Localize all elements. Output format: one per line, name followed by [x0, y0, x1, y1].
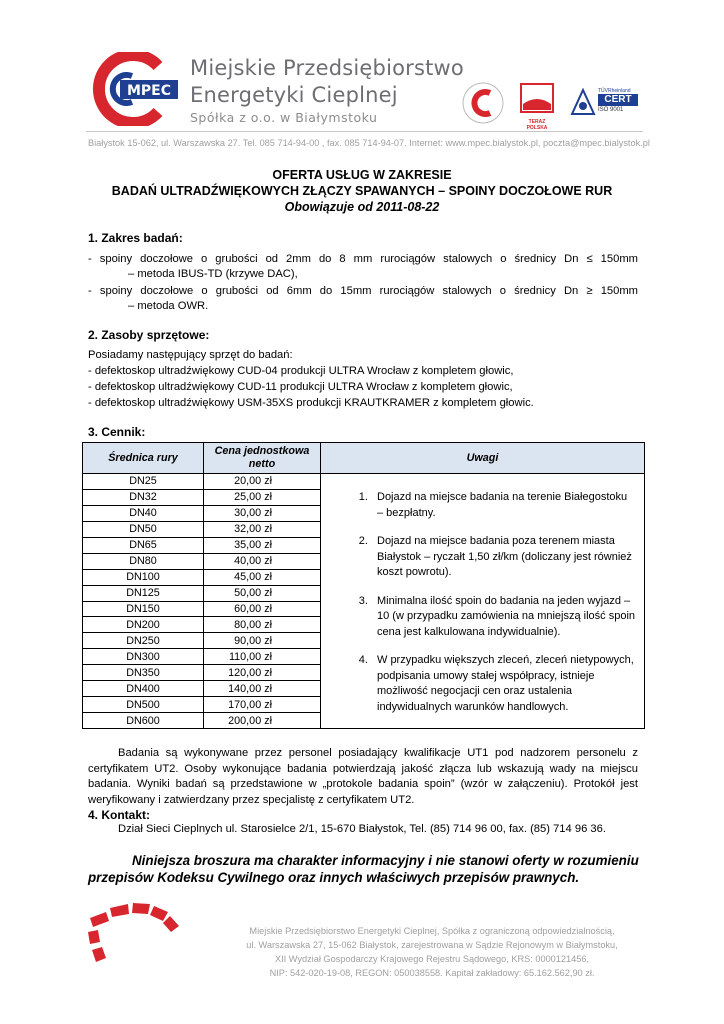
notes-cell [321, 474, 645, 729]
diameter-cell: DN25 [83, 474, 204, 490]
note-item: 2. Dojazd na miejsce badania poza terenem miasta Białystok – ryczałt 1,50 zł/km (doliczany jest również koszt powrotu). [371, 534, 636, 581]
diameter-cell: DN50 [83, 521, 204, 537]
section4-heading: 4. Kontakt: [88, 808, 151, 822]
table-row [83, 474, 645, 490]
section2-heading: 2. Zasoby sprzętowe: [88, 328, 210, 342]
price-cell: 200,00 zł [204, 713, 321, 729]
section1-item2-line2: – metoda OWR. [128, 300, 209, 312]
note-item: 1. Dojazd na miejsce badania na terenie Białegostoku – bezpłatny. [371, 490, 636, 521]
section3-heading: 3. Cennik: [88, 425, 146, 439]
col-notes-header: Uwagi [321, 443, 645, 474]
notes-list [349, 490, 636, 715]
diameter-cell: DN350 [83, 665, 204, 681]
header-divider [86, 131, 643, 132]
price-cell: 50,00 zł [204, 585, 321, 601]
price-cell: 35,00 zł [204, 537, 321, 553]
footer-logo [86, 896, 182, 976]
contact-info: Dział Sieci Cieplnych ul. Starosielce 2/1, 15-670 Białystok, Tel. (85) 714 96 00, fax. (85) 714 96 36. [118, 823, 606, 835]
price-cell: 45,00 zł [204, 569, 321, 585]
note-item: 3. Minimalna ilość spoin do badania na jeden wyjazd – 10 (w przypadku zamówienia na mniejszą ilość spoin cena jest kalkulowana indywidualnie). [371, 594, 636, 641]
diameter-cell: DN32 [83, 489, 204, 505]
offer-title: OFERTA USŁUG W ZAKRESIE [272, 168, 452, 182]
price-cell: 40,00 zł [204, 553, 321, 569]
diameter-cell: DN40 [83, 505, 204, 521]
offer-valid-date: Obowiązuje od 2011-08-22 [284, 200, 440, 214]
footer-company-info [222, 924, 642, 980]
inspection-paragraph: Badania są wykonywane przez personel posiadający kwalifikacje UT1 pod nadzorem personelu z certyfikatem UT2. Osoby wykonujące badania potwierdzają jakość złącza lub wskazują wady na miejscu badania. Wyniki badań są przedstawione w „protokole badania spoin” (wzór w załączeniu). Protokół jest weryfikowany i zatwierdzany przez specjalistę z certyfikatem UT2. [88, 747, 638, 806]
section1-item1-line2: – metoda IBUS-TD (krzywe DAC), [128, 268, 298, 280]
teraz-polska-badge [518, 82, 556, 131]
footer-line: XII Wydział Gospodarczy Krajowego Rejestru Sądowego, KRS: 0000121456, [275, 954, 589, 964]
price-cell: 120,00 zł [204, 665, 321, 681]
diameter-cell: DN500 [83, 697, 204, 713]
price-cell: 140,00 zł [204, 681, 321, 697]
tuv-cert-badge [570, 88, 642, 120]
price-cell: 60,00 zł [204, 601, 321, 617]
section1-item1-line1: - spoiny doczołowe o grubości od 2mm do 8 mm rurociągów stalowych o średnicy Dn ≤ 150mm [88, 253, 638, 265]
price-cell: 32,00 zł [204, 521, 321, 537]
price-cell: 110,00 zł [204, 649, 321, 665]
footer-line: ul. Warszawska 27, 15-062 Białystok, zarejestrowana w Sądzie Rejonowym w Białymstoku, [246, 940, 618, 950]
equipment-item: - defektoskop ultradźwiękowy CUD-04 produkcji ULTRA Wrocław z kompletem głowic, [88, 365, 514, 377]
section2-intro: Posiadamy następujący sprzęt do badań: [88, 349, 293, 361]
diameter-cell: DN250 [83, 633, 204, 649]
company-name-line1: Miejskie Przedsiębiorstwo [190, 56, 464, 80]
col-diameter-header: Średnica rury [83, 443, 204, 474]
price-cell: 25,00 zł [204, 489, 321, 505]
equipment-item: - defektoskop ultradźwiękowy USM-35XS produkcji KRAUTKRAMER z kompletem głowic. [88, 397, 534, 409]
cert-label: CERT [598, 94, 638, 106]
iso-label: ISO 9001 [598, 107, 624, 113]
company-name-line2: Energetyki Cieplnej [190, 83, 398, 107]
price-table [82, 442, 645, 729]
diameter-cell: DN150 [83, 601, 204, 617]
disclaimer: Niniejsza broszura ma charakter informacyjny i nie stanowi oferty w rozumieniu przepisów Kodeksu Cywilnego oraz innych właściwych przepisów prawnych. [88, 853, 639, 885]
tuv-label: TÜVRheinland [598, 88, 631, 94]
company-name-line3: Spółka z o.o. w Białymstoku [190, 110, 378, 125]
price-table-body [83, 474, 645, 729]
diameter-cell: DN200 [83, 617, 204, 633]
diameter-cell: DN125 [83, 585, 204, 601]
header-address: Białystok 15-062, ul. Warszawska 27. Tel. 085 714-94-00 , fax. 085 714-94-07. Internet: www.mpec.bialystok.pl, poczta@mpec.bialystok.pl [88, 138, 650, 148]
price-cell: 30,00 zł [204, 505, 321, 521]
mpec-logo [92, 52, 182, 126]
price-cell: 20,00 zł [204, 474, 321, 490]
price-cell: 90,00 zł [204, 633, 321, 649]
diameter-cell: DN300 [83, 649, 204, 665]
logo-text: MPEC [126, 83, 172, 99]
gwarancja-badge [460, 80, 506, 126]
section1-heading: 1. Zakres badań: [88, 231, 183, 245]
offer-subtitle: BADAŃ ULTRADŹWIĘKOWYCH ZŁĄCZY SPAWANYCH – SPOINY DOCZOŁOWE RUR [111, 184, 613, 198]
diameter-cell: DN400 [83, 681, 204, 697]
table-header-row [83, 443, 645, 474]
teraz-polska-label: TERAZ POLSKA [526, 119, 548, 131]
diameter-cell: DN100 [83, 569, 204, 585]
footer-line: Miejskie Przedsiębiorstwo Energetyki Cieplnej, Spółka z ograniczoną odpowiedzialnością, [249, 926, 615, 936]
diameter-cell: DN65 [83, 537, 204, 553]
diameter-cell: DN80 [83, 553, 204, 569]
price-cell: 170,00 zł [204, 697, 321, 713]
section1-item2-line1: - spoiny doczołowe o grubości od 6mm do 15mm rurociągów stalowych o średnicy Dn ≥ 150mm [88, 285, 638, 297]
price-cell: 80,00 zł [204, 617, 321, 633]
note-item: 4. W przypadku większych zleceń, zleceń nietypowych, podpisania umowy stałej współpracy, istnieje możliwość negocjacji cen oraz ustalenia indywidualnych warunków handlowych. [371, 653, 636, 715]
diameter-cell: DN600 [83, 713, 204, 729]
footer-line: NIP: 542-020-19-08, REGON: 050038558. Kapitał zakładowy: 65.162.562,90 zł. [269, 968, 595, 978]
col-price-header: Cena jednostkowa netto [204, 443, 321, 474]
equipment-item: - defektoskop ultradźwiękowy CUD-11 produkcji ULTRA Wrocław z kompletem głowic, [88, 381, 513, 393]
